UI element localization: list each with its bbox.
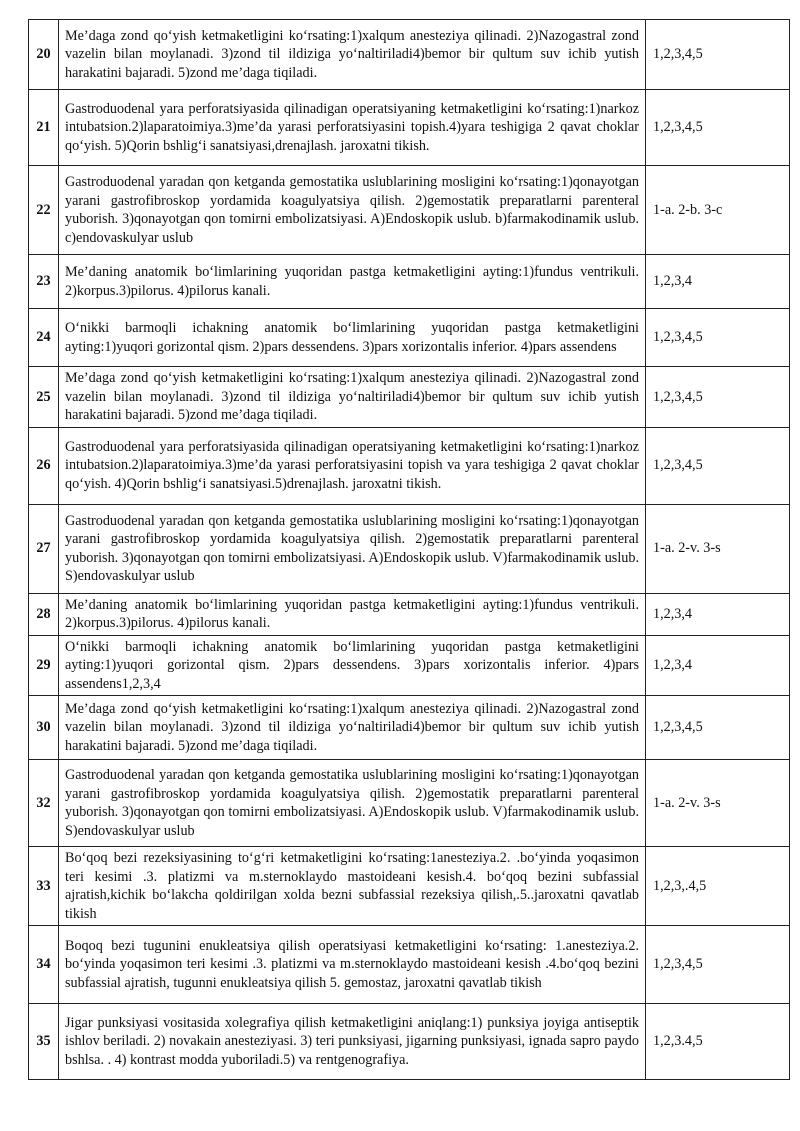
row-answer: 1,2,3,4,5 [646,696,790,760]
table-row [29,696,790,760]
row-question: Gastroduodenal yaradan qon ketganda gemostatika uslublarining mosligini ko‘rsating:1)qonayotgan yarani gastrofibroskop yordamida koagulyatsiya qilish. 2)gemostatik preparatlarni parenteral yuborish. 3)qonayotgan qon tomirni embolizatsiyasi. A)Endoskopik uslub. b)farmakodinamik uslub. c)endovaskulyar uslub [59,166,646,255]
row-answer: 1,2,3,4,5 [646,926,790,1004]
row-number: 33 [29,847,59,926]
row-number: 35 [29,1004,59,1080]
row-question: Me’daga zond qo‘yish ketmaketligini ko‘rsating:1)xalqum anesteziya qilinadi. 2)Nazogastral zond vazelin bilan moylanadi. 3)zond til ildiziga yo‘naltiriladi4)bemor bir qultum suv ichib yutish harakatini bajaradi. 5)zond me’daga tiqiladi. [59,696,646,760]
table-row [29,309,790,367]
row-question: Gastroduodenal yaradan qon ketganda gemostatika uslublarining mosligini ko‘rsating:1)qonayotgan yarani gastrofibroskop yordamida koagulyatsiya qilish. 2)gemostatik preparatlarni parenteral yuborish. 3)qonayotgan qon tomirni embolizatsiyasi. A)Endoskopik uslub. V)farmakodinamik uslub. S)endovaskulyar uslub [59,504,646,593]
row-number: 32 [29,760,59,847]
row-number: 34 [29,926,59,1004]
table-row [29,367,790,428]
row-number: 22 [29,166,59,255]
row-answer: 1,2,3,.4,5 [646,847,790,926]
row-answer: 1-a. 2-v. 3-s [646,760,790,847]
row-question: O‘nikki barmoqli ichakning anatomik bo‘limlarining yuqoridan pastga ketmaketligini ayting:1)yuqori gorizontal qism. 2)pars dessendens. 3)pars xorizontalis inferior. 4)pars assendens1,2,3,4 [59,635,646,696]
table-row [29,427,790,504]
table-row [29,255,790,309]
table-row [29,760,790,847]
row-number: 27 [29,504,59,593]
row-number: 20 [29,20,59,90]
table-row [29,847,790,926]
table-row [29,635,790,696]
row-question: Jigar punksiyasi vositasida xolegrafiya qilish ketmaketligini aniqlang:1) punksiya joyiga antiseptik ishlov beriladi. 2) novakain anesteziyasi. 3) teri punksiyasi, jigarning punksiyasi, ignada sapro paydo bshlsa. . 4) kontrast modda yuboriladi.5) va rentgenografiya. [59,1004,646,1080]
table-row [29,90,790,166]
row-answer: 1,2,3,4,5 [646,309,790,367]
row-answer: 1,2,3,4,5 [646,90,790,166]
table-row [29,1004,790,1080]
row-number: 28 [29,593,59,635]
row-question: Gastroduodenal yara perforatsiyasida qilinadigan operatsiyaning ketmaketligini ko‘rsating:1)narkoz intubatsion.2)laparatoimiya.3)me’da yarasi perforatsiyasini topish.4)yara teshigiga 2 qavat choklar qo‘yish. 5)Qorin bshlig‘i sanatsiyasi,drenajlash. jaroxatni tikish. [59,90,646,166]
row-number: 26 [29,427,59,504]
table-row [29,593,790,635]
questions-table [28,19,790,1080]
row-number: 23 [29,255,59,309]
row-answer: 1,2,3,4,5 [646,367,790,428]
questions-table-body [29,20,790,1080]
row-number: 29 [29,635,59,696]
row-number: 25 [29,367,59,428]
row-answer: 1-a. 2-b. 3-c [646,166,790,255]
row-question: Gastroduodenal yaradan qon ketganda gemostatika uslublarining mosligini ko‘rsating:1)qonayotgan yarani gastrofibroskop yordamida koagulyatsiya qilish. 2)gemostatik preparatlarni parenteral yuborish. 3)qonayotgan qon tomirni embolizatsiyasi. A)Endoskopik uslub. V)farmakodinamik uslub. S)endovaskulyar uslub [59,760,646,847]
row-question: Me’daning anatomik bo‘limlarining yuqoridan pastga ketmaketligini ayting:1)fundus ventrikuli. 2)korpus.3)pilorus. 4)pilorus kanali. [59,255,646,309]
table-row [29,166,790,255]
row-answer: 1,2,3,4 [646,593,790,635]
row-answer: 1,2,3,4,5 [646,20,790,90]
table-row [29,20,790,90]
row-number: 30 [29,696,59,760]
row-question: Me’daga zond qo‘yish ketmaketligini ko‘rsating:1)xalqum anesteziya qilinadi. 2)Nazogastral zond vazelin bilan moylanadi. 3)zond til ildiziga yo‘naltiriladi4)bemor bir qultum suv ichib yutish harakatini bajaradi. 5)zond me’daga tiqiladi. [59,367,646,428]
row-question: Me’daning anatomik bo‘limlarining yuqoridan pastga ketmaketligini ayting:1)fundus ventrikuli. 2)korpus.3)pilorus. 4)pilorus kanali. [59,593,646,635]
row-question: Gastroduodenal yara perforatsiyasida qilinadigan operatsiyaning ketmaketligini ko‘rsating:1)narkoz intubatsion.2)laparatoimiya.3)me’da yarasi perforatsiyasini topish va yara teshigiga 2 qavat choklar qo‘yish. 4)Qorin bshlig‘i sanatsiyasi.5)drenajlash. jaroxatni tikish. [59,427,646,504]
row-question: Me’daga zond qo‘yish ketmaketligini ko‘rsating:1)xalqum anesteziya qilinadi. 2)Nazogastral zond vazelin bilan moylanadi. 3)zond til ildiziga yo‘naltiriladi4)bemor bir qultum suv ichib yutish harakatini bajaradi. 5)zond me’daga tiqiladi. [59,20,646,90]
table-row [29,926,790,1004]
row-number: 21 [29,90,59,166]
row-number: 24 [29,309,59,367]
row-question: Bo‘qoq bezi rezeksiyasining to‘g‘ri ketmaketligini ko‘rsating:1anesteziya.2. .bo‘yinda yoqasimon teri kesimi .3. platizmi va m.sternoklaydo mastoideani kesish.4. bo‘qoq bezini subfassial ajratish,kichik bo‘lakcha qoldirilgan xolda bezni subfassial rezeksiya qilish,.5..jaroxatni qavatlab tikish [59,847,646,926]
row-answer: 1-a. 2-v. 3-s [646,504,790,593]
row-question: O‘nikki barmoqli ichakning anatomik bo‘limlarining yuqoridan pastga ketmaketligini ayting:1)yuqori gorizontal qism. 2)pars dessendens. 3)pars xorizontalis inferior. 4)pars assendens [59,309,646,367]
row-answer: 1,2,3.4,5 [646,1004,790,1080]
row-question: Boqoq bezi tugunini enukleatsiya qilish operatsiyasi ketmaketligini ko‘rsating: 1.anesteziya.2. bo‘yinda yoqasimon teri kesimi .3. platizmi va m.sternoklaydo mastoideani kesish .4.bo‘qoq bezini subfassial ajratish, tugunni enukleatsiya qilish 5. gemostaz, jaroxatni qavatlab tikish [59,926,646,1004]
row-answer: 1,2,3,4 [646,255,790,309]
table-row [29,504,790,593]
row-answer: 1,2,3,4,5 [646,427,790,504]
row-answer: 1,2,3,4 [646,635,790,696]
